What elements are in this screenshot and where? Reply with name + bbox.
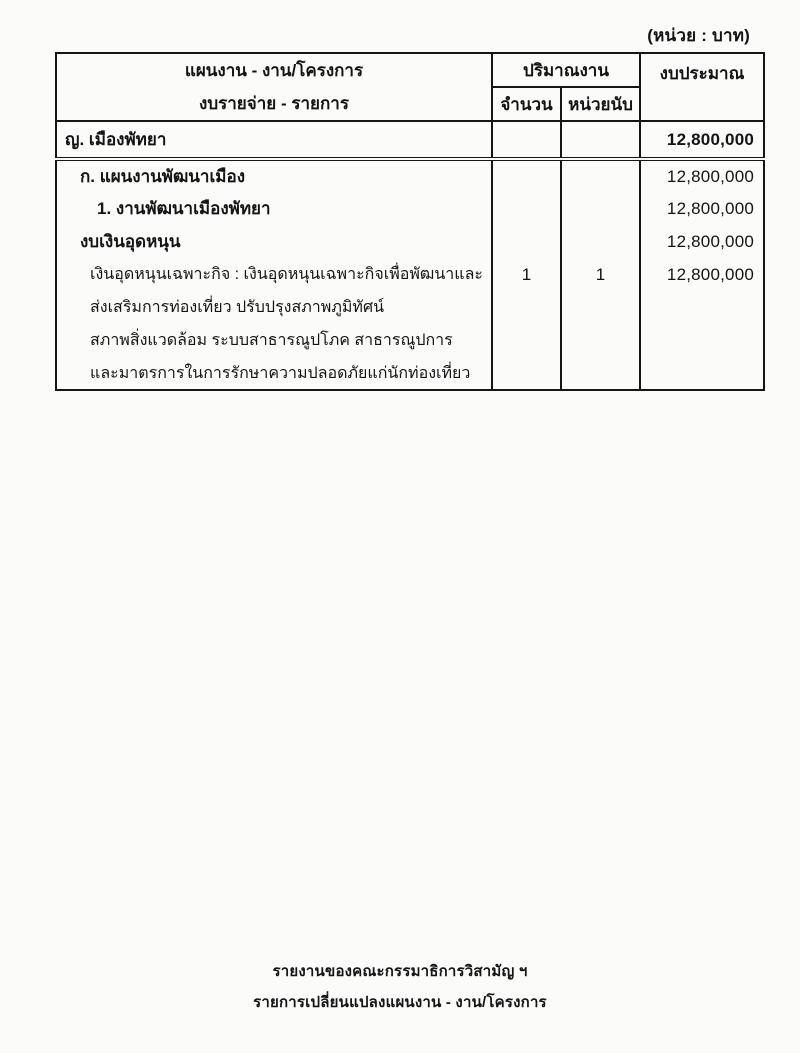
row-label: สภาพสิ่งแวดล้อม ระบบสาธารณูปโภค สาธารณูปการ bbox=[56, 324, 492, 357]
column-header-amount: จำนวน bbox=[492, 87, 561, 121]
row-label: 1. งานพัฒนาเมืองพัทยา bbox=[56, 192, 492, 225]
row-unit bbox=[561, 324, 640, 357]
row-qty: 1 bbox=[492, 258, 561, 291]
row-unit bbox=[561, 225, 640, 258]
row-unit: 1 bbox=[561, 258, 640, 291]
row-unit bbox=[561, 121, 640, 159]
table-row-item-line4 bbox=[56, 357, 764, 390]
row-qty bbox=[492, 324, 561, 357]
row-unit bbox=[561, 192, 640, 225]
row-label: เงินอุดหนุนเฉพาะกิจ : เงินอุดหนุนเฉพาะกิจเพื่อพัฒนาและ bbox=[56, 258, 492, 291]
row-label: ก. แผนงานพัฒนาเมือง bbox=[56, 159, 492, 192]
row-qty bbox=[492, 357, 561, 390]
column-header-plan-line2: งบรายจ่าย - รายการ bbox=[199, 94, 349, 113]
row-qty bbox=[492, 121, 561, 159]
page-footer bbox=[0, 956, 800, 1018]
row-unit bbox=[561, 291, 640, 324]
column-header-plan-line1: แผนงาน - งาน/โครงการ bbox=[184, 61, 364, 80]
table-row-region-pattaya bbox=[56, 121, 764, 159]
footer-line-1: รายงานของคณะกรรมาธิการวิสามัญ ฯ bbox=[272, 963, 528, 980]
table-body bbox=[56, 121, 764, 390]
row-unit bbox=[561, 357, 640, 390]
table-row-item-line3 bbox=[56, 324, 764, 357]
table-row-subsidy-budget bbox=[56, 225, 764, 258]
row-qty bbox=[492, 225, 561, 258]
row-budget: 12,800,000 bbox=[640, 258, 764, 291]
row-qty bbox=[492, 291, 561, 324]
row-unit bbox=[561, 159, 640, 192]
row-budget: 12,800,000 bbox=[640, 121, 764, 159]
budget-table bbox=[55, 52, 765, 391]
row-budget: 12,800,000 bbox=[640, 192, 764, 225]
row-label: ญ. เมืองพัทยา bbox=[56, 121, 492, 159]
row-qty bbox=[492, 192, 561, 225]
row-budget: 12,800,000 bbox=[640, 225, 764, 258]
row-budget: 12,800,000 bbox=[640, 159, 764, 192]
table-row-item-line2 bbox=[56, 291, 764, 324]
row-label: งบเงินอุดหนุน bbox=[56, 225, 492, 258]
row-budget bbox=[640, 357, 764, 390]
unit-label: (หน่วย : บาท) bbox=[647, 26, 750, 45]
table-row-item-line1 bbox=[56, 258, 764, 291]
table-row-plan bbox=[56, 159, 764, 192]
table-header bbox=[56, 53, 764, 121]
column-header-budget: งบประมาณ bbox=[640, 53, 764, 121]
row-label: และมาตรการในการรักษาความปลอดภัยแก่นักท่องเที่ยว bbox=[56, 357, 492, 390]
footer-line-2: รายการเปลี่ยนแปลงแผนงาน - งาน/โครงการ bbox=[253, 994, 547, 1011]
row-label: ส่งเสริมการท่องเที่ยว ปรับปรุงสภาพภูมิทัศน์ bbox=[56, 291, 492, 324]
table-row-work bbox=[56, 192, 764, 225]
column-header-plan-work bbox=[56, 53, 492, 121]
column-header-quantity-group: ปริมาณงาน bbox=[492, 53, 640, 87]
row-budget bbox=[640, 291, 764, 324]
row-budget bbox=[640, 324, 764, 357]
row-qty bbox=[492, 159, 561, 192]
column-header-unit-count: หน่วยนับ bbox=[561, 87, 640, 121]
